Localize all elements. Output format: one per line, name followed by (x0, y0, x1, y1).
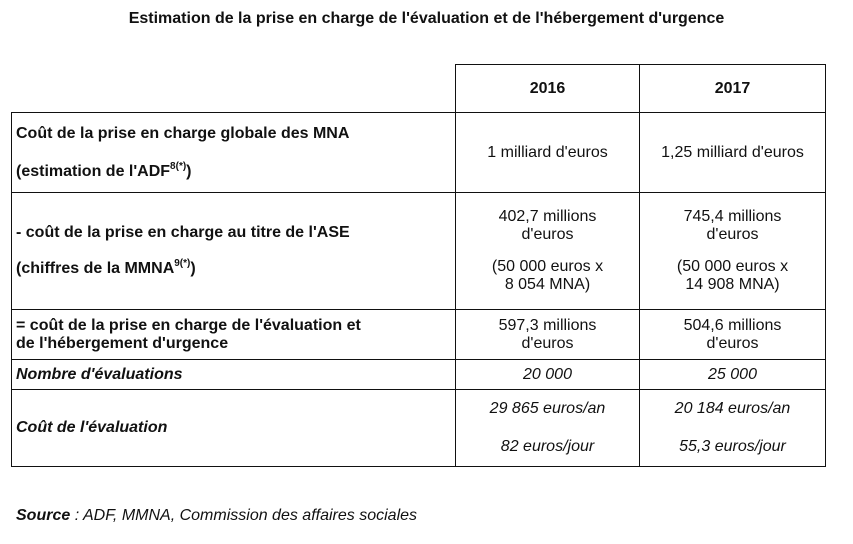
row-label-line: (estimation de $l'ADF^{8(*)}$) (16, 160, 192, 180)
cell-global-cost-2017: 1,25 milliard d'euros (640, 113, 826, 193)
source-label: Source (16, 507, 71, 524)
row-label-unit-cost: Coût de l'évaluation (12, 390, 456, 467)
cell-unit-cost-2017: 20 184 euros/an 55,3 euros/jour (640, 390, 826, 467)
cell-global-cost-2016: 1 milliard d'euros (456, 113, 640, 193)
cell-ase-cost-2016: 402,7 millions d'euros (50 000 euros x 8 054 MNA) (456, 193, 640, 310)
column-header-2017: 2017 (640, 65, 826, 113)
source-text: : ADF, MMNA, Commission des affaires sociales (70, 507, 418, 524)
footnote-ref: 8(*) (170, 160, 187, 172)
table-row (12, 113, 826, 193)
page-title: Estimation de la prise en charge de l'évaluation et de l'hébergement d'urgence (128, 10, 725, 27)
source-note (16, 507, 417, 525)
cell-evaluation-cost-2017: 504,6 millions d'euros (640, 310, 826, 360)
cell-evaluation-count-2017: 25 000 (640, 360, 826, 390)
column-header-2016: 2016 (456, 65, 640, 113)
row-label-line: (chiffres de la $MMNA^{9(*)}$) (16, 258, 196, 277)
cell-evaluation-count-2016: 20 000 (456, 360, 640, 390)
table-row (12, 193, 826, 310)
table-row (12, 390, 826, 467)
row-label-global-cost (12, 113, 456, 193)
cell-evaluation-cost-2016: 597,3 millions d'euros (456, 310, 640, 360)
row-label-ase-cost (12, 193, 456, 310)
row-label-evaluation-count: Nombre d'évaluations (12, 360, 456, 390)
cell-ase-cost-2017: 745,4 millions d'euros (50 000 euros x 14 908 MNA) (640, 193, 826, 310)
empty-header-cell (12, 65, 456, 113)
cell-unit-cost-2016: 29 865 euros/an 82 euros/jour (456, 390, 640, 467)
footnote-ref: 9(*) (174, 258, 191, 269)
table-row (12, 360, 826, 390)
row-label-line: - coût de la prise en charge au titre de l'ASE (16, 224, 350, 241)
row-label-line: Coût de la prise en charge globale des MNA (16, 124, 350, 142)
cost-estimation-table (11, 64, 826, 467)
header-row (12, 65, 826, 113)
table-row (12, 310, 826, 360)
row-label-evaluation-cost: = coût de la prise en charge de l'évaluation et de l'hébergement d'urgence (12, 310, 456, 360)
